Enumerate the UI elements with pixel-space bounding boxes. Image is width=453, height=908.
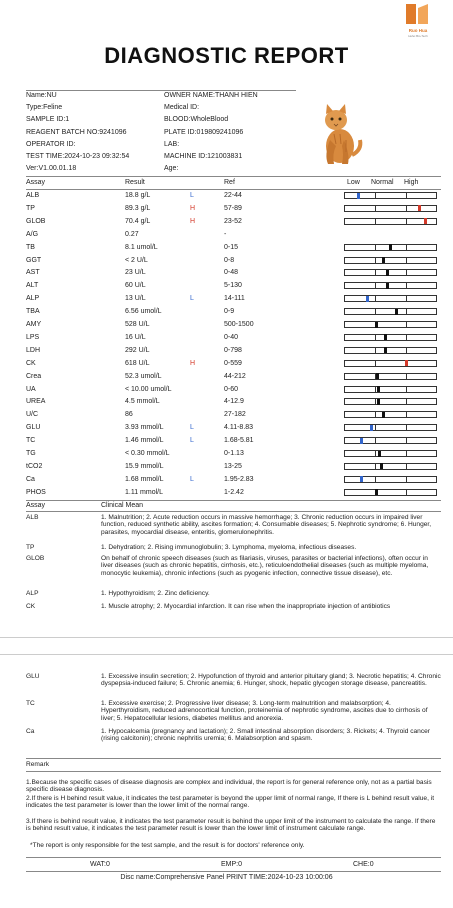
- assay-result: 70.4 g/L: [125, 217, 151, 225]
- info-left-line: Type:Feline: [26, 104, 63, 112]
- range-marker: [375, 322, 378, 328]
- range-marker: [424, 218, 427, 224]
- assay-result: 89.3 g/L: [125, 204, 151, 212]
- assay-result: 13 U/L: [125, 295, 146, 303]
- brand-logo-subtext: Hefei Bio-Tech: [408, 34, 428, 38]
- assay-name: PHOS: [26, 488, 46, 496]
- clinical-header: [26, 501, 441, 511]
- assay-result: 15.9 mmol/L: [125, 462, 164, 470]
- range-indicator-bar: [344, 437, 437, 444]
- range-marker: [377, 386, 380, 392]
- page-break: [0, 637, 453, 655]
- assay-name: GLOB: [26, 217, 46, 225]
- assay-ref-range: 0-8: [224, 256, 235, 264]
- assay-flag: L: [190, 437, 194, 445]
- range-indicator-bar: [344, 282, 437, 289]
- info-right-line: Age:: [164, 165, 179, 173]
- clinical-assay: CK: [26, 603, 36, 610]
- assay-ref-range: 5-130: [224, 282, 242, 290]
- assay-ref-range: 1.68-5.81: [224, 437, 254, 445]
- assay-ref-range: 14-111: [224, 295, 245, 303]
- range-marker: [378, 451, 381, 457]
- clinical-meaning: On behalf of chronic speech diseases (such as filariasis, viruses, parasites or bacterial infections), often occur in liver diseases (such as chronic hepatitis, cirrhosis, etc.), reticuloendothelial diseases (such as multiple myeloma, monocytic leukemia), chronic infections (such as pyogenic infection, connective tissue disease), etc.: [101, 555, 429, 577]
- assay-result: 86: [125, 411, 133, 419]
- footer-wat: WAT:0: [90, 861, 110, 868]
- result-row: [26, 320, 441, 330]
- assay-result: 52.3 umol/L: [125, 372, 162, 380]
- assay-ref-range: 0-1.13: [224, 450, 244, 457]
- results-header: [26, 178, 441, 188]
- assay-ref-range: 0-15: [224, 243, 239, 251]
- header-low: Low: [347, 179, 360, 186]
- assay-result: 292 U/L: [125, 346, 150, 354]
- assay-name: ALB: [26, 192, 40, 199]
- range-marker: [360, 476, 363, 482]
- range-indicator-bar: [344, 257, 437, 264]
- assay-name: AST: [26, 269, 40, 277]
- cat-photo: [314, 100, 366, 166]
- range-marker: [380, 463, 383, 469]
- result-row: [26, 359, 441, 369]
- assay-name: GGT: [26, 256, 42, 264]
- header-assay: Assay: [26, 179, 46, 186]
- info-left-line: SAMPLE ID:1: [26, 116, 70, 124]
- assay-ref-range: 0-60: [224, 385, 239, 393]
- assay-name: U/C: [26, 411, 39, 419]
- brand-logo-text: Ruo Hua: [408, 28, 428, 33]
- range-marker: [366, 296, 369, 302]
- result-row: [26, 204, 441, 214]
- clinical-assay: GLOB: [26, 555, 45, 562]
- assay-result: 1.46 mmol/L: [125, 437, 164, 445]
- brand-logo-icon: [402, 2, 432, 28]
- assay-ref-range: 1.95-2.83: [224, 475, 254, 483]
- range-indicator-bar: [344, 295, 437, 302]
- result-row: [26, 191, 441, 201]
- assay-ref-range: 0-48: [224, 269, 239, 277]
- result-row: [26, 410, 441, 420]
- clinical-meaning: 1. Hypocalcemia (pregnancy and lactation); 2. Small intestinal absorption disorders; 3. Rickets; 4. Thyroid cancer (rising calcitonin); chronic nephritis uremia; 6. Malabsorption and spasm.: [101, 728, 430, 743]
- range-marker: [382, 257, 385, 263]
- result-row: [26, 449, 441, 459]
- assay-result: 23 U/L: [125, 269, 146, 277]
- clinical-assay: ALP: [26, 590, 39, 597]
- assay-flag: L: [190, 192, 194, 199]
- assay-ref-range: 4-12.9: [224, 398, 244, 406]
- range-marker: [370, 425, 373, 431]
- range-marker: [395, 309, 398, 315]
- clinical-assay: TP: [26, 544, 35, 551]
- info-left-line: OPERATOR ID:: [26, 140, 76, 148]
- assay-ref-range: 0-798: [224, 346, 242, 354]
- assay-ref-range: 0-559: [224, 359, 242, 367]
- info-right-line: OWNER NAME:THANH HIEN: [164, 92, 258, 99]
- assay-result: 528 U/L: [125, 321, 150, 328]
- info-right-line: LAB:: [164, 140, 180, 148]
- assay-name: UREA: [26, 398, 46, 406]
- range-marker: [418, 205, 421, 211]
- range-indicator-bar: [344, 450, 437, 457]
- result-row: [26, 423, 441, 433]
- result-row: [26, 294, 441, 304]
- assay-ref-range: 57-89: [224, 204, 242, 212]
- remark-item-3: 3.If there is behind result value, it indicates the test parameter result is behind the upper limit of the instrument to calculate the range. If there is behind result value, it indicates the test parameter result is lower than the lower limit of instrument calculate range.: [26, 818, 436, 833]
- range-indicator-bar: [344, 373, 437, 380]
- info-right-line: PLATE ID:019809241096: [164, 128, 244, 136]
- range-marker: [360, 438, 363, 444]
- divider: [26, 871, 441, 872]
- assay-result: 618 U/L: [125, 359, 150, 367]
- assay-name: TG: [26, 450, 36, 457]
- clinical-meaning: 1. Malnutrition; 2. Acute reduction occurs in massive hemorrhage; 3. Chronic reduction occurs in impaired liver function, reduced synthetic ability, ascites formation; 4. Consumable diseases; 5. Nephrotic syndrome; 6. Hunger, parasites, myocardial disease, enteritis, glomerulonephritis.: [101, 514, 432, 536]
- info-left-line: Name:NU: [26, 92, 57, 99]
- clinical-assay: Ca: [26, 728, 35, 735]
- divider: [26, 771, 441, 772]
- result-row: [26, 281, 441, 291]
- result-row: [26, 333, 441, 343]
- info-right-line: Medical ID:: [164, 104, 200, 112]
- range-marker: [384, 334, 387, 340]
- clinical-header-assay: Assay: [26, 502, 46, 509]
- result-row: [26, 217, 441, 227]
- assay-ref-range: 27-182: [224, 411, 246, 419]
- clinical-header-mean: Clinical Mean: [101, 502, 144, 509]
- range-indicator-bar: [344, 476, 437, 483]
- assay-name: TBA: [26, 308, 40, 316]
- divider: [26, 176, 441, 177]
- range-indicator-bar: [344, 424, 437, 431]
- assay-ref-range: 4.11-8.83: [224, 424, 254, 432]
- range-marker: [377, 399, 380, 405]
- assay-result: 6.56 umol/L: [125, 308, 162, 316]
- assay-name: LDH: [26, 346, 41, 354]
- range-indicator-bar: [344, 321, 437, 328]
- range-indicator-bar: [344, 398, 437, 405]
- info-right-line: BLOOD:WholeBlood: [164, 116, 229, 124]
- assay-ref-range: 0-40: [224, 333, 239, 341]
- range-indicator-bar: [344, 347, 437, 354]
- assay-name: TC: [26, 437, 36, 445]
- range-indicator-bar: [344, 463, 437, 470]
- range-indicator-bar: [344, 192, 437, 199]
- assay-name: A/G: [26, 230, 39, 238]
- clinical-meaning: 1. Hypothyroidism; 2. Zinc deficiency.: [101, 590, 210, 597]
- assay-ref-range: 44-212: [224, 372, 246, 380]
- clinical-meaning: 1. Excessive exercise; 2. Progressive liver disease; 3. Long-term malnutrition and malabsorption; 4. Hyperthyroidism, reduced adrenocortical function, proteinemia of nephrotic syndrome, ascites due to cirrhosis of liver; 5. Hepatocellular lesions, diabetes mellitus and anorexia.: [101, 700, 428, 722]
- divider: [26, 189, 441, 190]
- assay-name: ALT: [26, 282, 39, 290]
- range-indicator-bar: [344, 269, 437, 276]
- assay-name: Crea: [26, 372, 42, 380]
- assay-name: AMY: [26, 321, 42, 328]
- assay-flag: L: [190, 475, 194, 483]
- header-high: High: [404, 179, 419, 186]
- assay-flag: H: [190, 217, 196, 225]
- assay-name: GLU: [26, 424, 41, 432]
- assay-name: TP: [26, 204, 35, 212]
- assay-name: ALP: [26, 295, 40, 303]
- info-right-line: MACHINE ID:121003831: [164, 153, 243, 160]
- assay-result: 1.68 mmol/L: [125, 475, 164, 483]
- assay-result: < 0.30 mmol/L: [125, 450, 170, 457]
- assay-flag: H: [190, 359, 196, 367]
- assay-ref-range: 1-2.42: [224, 488, 244, 496]
- divider: [26, 857, 441, 858]
- result-row: [26, 243, 441, 253]
- range-indicator-bar: [344, 386, 437, 393]
- footer-emp: EMP:0: [221, 861, 243, 868]
- range-marker: [405, 360, 408, 366]
- assay-name: tCO2: [26, 462, 43, 470]
- remark-title: Remark: [26, 761, 50, 768]
- footer-disc-print-time: Disc name:Comprehensive Panel PRINT TIME:2024-10-23 10:00:06: [120, 874, 333, 881]
- assay-result: 18.8 g/L: [125, 192, 151, 199]
- clinical-meaning: 1. Excessive insulin secretion; 2. Hypofunction of thyroid and anterior pituitary gland; 3. Necrotic hepatitis; 4. Chronic dyspepsia-induced failure; 5. Chronic anemia; 6. Hunger, shock, hepatic glycogen storage disease, pancreatitis.: [101, 673, 441, 688]
- assay-name: CK: [26, 359, 36, 367]
- result-row: [26, 372, 441, 382]
- result-row: [26, 307, 441, 317]
- range-indicator-bar: [344, 244, 437, 251]
- assay-ref-range: -: [224, 230, 227, 238]
- assay-ref-range: 22-44: [224, 192, 242, 199]
- range-marker: [389, 244, 392, 250]
- result-row: [26, 462, 441, 472]
- range-marker: [386, 270, 389, 276]
- clinical-assay: ALB: [26, 514, 39, 521]
- range-indicator-bar: [344, 205, 437, 212]
- footer-che: CHE:0: [353, 861, 374, 868]
- footer-counts: [0, 861, 453, 871]
- brand-logo: [398, 2, 438, 40]
- result-row: [26, 436, 441, 446]
- assay-result: 4.5 mmol/L: [125, 398, 160, 406]
- report-title: DIAGNOSTIC REPORT: [104, 43, 349, 68]
- remark-note: *The report is only responsible for the test sample, and the result is for doctors' reference only.: [30, 842, 305, 849]
- clinical-meaning: 1. Muscle atrophy; 2. Myocardial infarction. It can rise when the inappropriate injection of antibiotics: [101, 603, 391, 610]
- assay-ref-range: 13-25: [224, 462, 242, 470]
- assay-flag: L: [190, 295, 194, 303]
- info-left-line: TEST TIME:2024-10-23 09:32:54: [26, 153, 130, 160]
- remark-item-1: 1.Because the specific cases of disease diagnosis are complex and individual, the report is for general reference only, not as a partial basis specific disease diagnosis.: [26, 779, 432, 794]
- assay-name: TB: [26, 243, 35, 251]
- header-normal: Normal: [371, 179, 394, 186]
- assay-result: < 10.00 umol/L: [125, 385, 172, 393]
- range-marker: [375, 489, 378, 495]
- assay-result: < 2 U/L: [125, 256, 148, 264]
- result-row: [26, 256, 441, 266]
- assay-name: UA: [26, 385, 36, 393]
- clinical-meaning: 1. Dehydration; 2. Rising immunoglobulin; 3. Lymphoma, myeloma, infectious diseases.: [101, 544, 357, 551]
- range-marker: [376, 373, 379, 379]
- range-indicator-bar: [344, 334, 437, 341]
- clinical-assay: GLU: [26, 673, 40, 680]
- assay-flag: H: [190, 204, 196, 212]
- clinical-assay: TC: [26, 700, 35, 707]
- assay-result: 0.27: [125, 230, 139, 238]
- info-left-line: Ver:V1.00.01.18: [26, 165, 77, 173]
- assay-result: 16 U/L: [125, 333, 146, 341]
- assay-ref-range: 500-1500: [224, 321, 254, 328]
- result-row: [26, 397, 441, 407]
- assay-result: 3.93 mmol/L: [125, 424, 164, 432]
- result-row: [26, 268, 441, 278]
- assay-ref-range: 23-52: [224, 217, 242, 225]
- info-left-line: REAGENT BATCH NO:9241096: [26, 128, 127, 136]
- assay-result: 1.11 mmol/L: [125, 488, 163, 496]
- header-ref: Ref: [224, 179, 235, 186]
- range-indicator-bar: [344, 411, 437, 418]
- remark-item-2: 2.If there is H behind result value, it indicates the test parameter is beyond the upper limit of normal range, If there is L behind result value, it indicates the test parameter is lower than the lower limit of the normal range.: [26, 795, 435, 810]
- assay-result: 60 U/L: [125, 282, 146, 290]
- header-result: Result: [125, 179, 145, 186]
- result-row: [26, 385, 441, 395]
- assay-name: Ca: [26, 475, 35, 483]
- range-indicator-bar: [344, 489, 437, 496]
- result-row: [26, 488, 441, 498]
- divider: [26, 90, 296, 91]
- result-row: [26, 346, 441, 356]
- divider: [26, 511, 441, 512]
- range-indicator-bar: [344, 218, 437, 225]
- result-row: [26, 230, 441, 240]
- assay-ref-range: 0-9: [224, 308, 235, 316]
- range-indicator-bar: [344, 308, 437, 315]
- divider: [26, 758, 441, 759]
- result-row: [26, 475, 441, 485]
- range-marker: [386, 283, 389, 289]
- range-marker: [382, 412, 385, 418]
- range-marker: [357, 193, 360, 199]
- range-indicator-bar: [344, 360, 437, 367]
- range-marker: [384, 347, 387, 353]
- assay-flag: L: [190, 424, 194, 432]
- assay-result: 8.1 umol/L: [125, 243, 158, 251]
- assay-name: LPS: [26, 333, 40, 341]
